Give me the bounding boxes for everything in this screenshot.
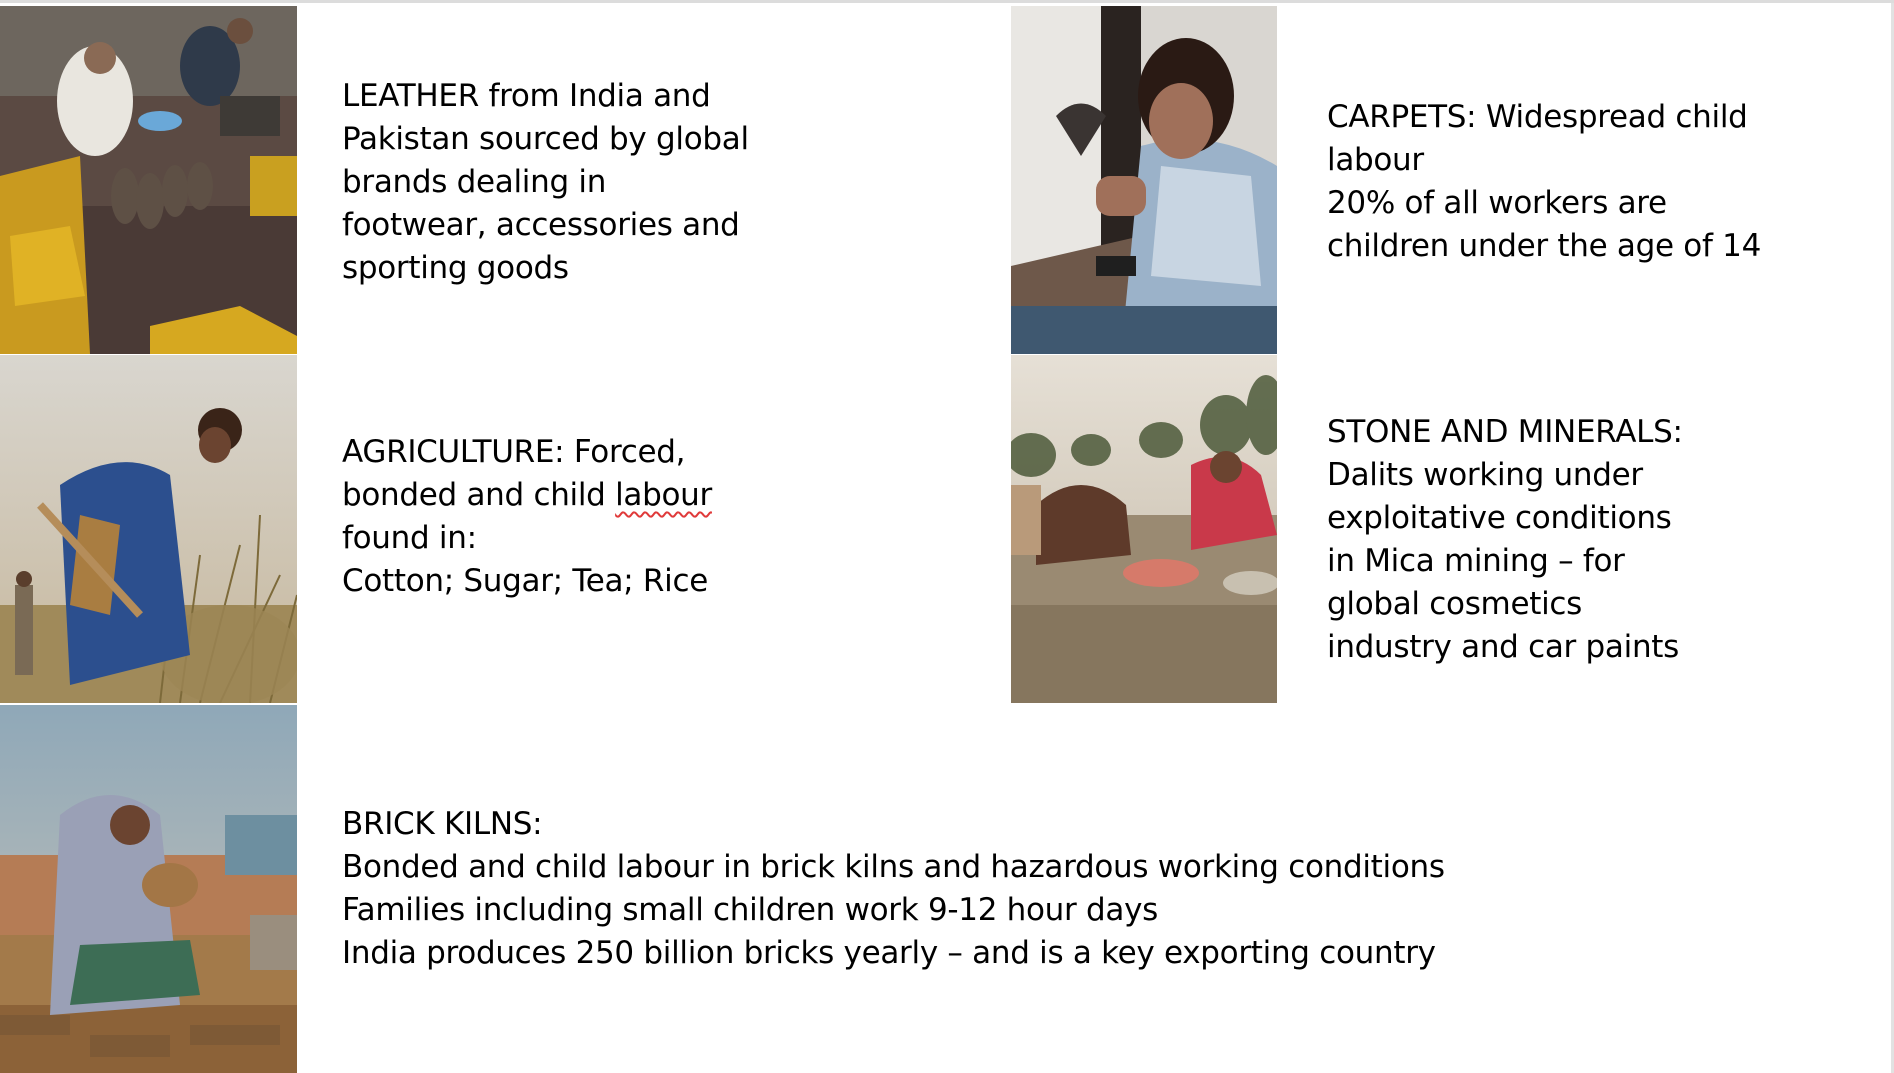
leather-line: footwear, accessories and bbox=[342, 207, 740, 243]
carpets-line: labour bbox=[1327, 142, 1424, 178]
stone-minerals-description bbox=[1327, 411, 1683, 669]
stone-line: in Mica mining – for bbox=[1327, 543, 1625, 579]
brick-line: Bonded and child labour in brick kilns and hazardous working conditions bbox=[342, 849, 1445, 885]
agriculture-line: Cotton; Sugar; Tea; Rice bbox=[342, 563, 708, 599]
leather-description bbox=[342, 75, 749, 290]
agriculture-line-text: bonded and child bbox=[342, 477, 616, 513]
carpets-line: CARPETS: Widespread child bbox=[1327, 99, 1748, 135]
stone-line: industry and car paints bbox=[1327, 629, 1679, 665]
brick-line: BRICK KILNS: bbox=[342, 806, 543, 842]
agriculture-line: found in: bbox=[342, 520, 477, 556]
agriculture-line: AGRICULTURE: Forced, bbox=[342, 434, 686, 470]
agriculture-child-photo bbox=[0, 355, 297, 703]
brick-kiln-photo bbox=[0, 705, 297, 1073]
carpets-line: 20% of all workers are bbox=[1327, 185, 1667, 221]
stone-line: STONE AND MINERALS: bbox=[1327, 414, 1683, 450]
leather-line: brands dealing in bbox=[342, 164, 607, 200]
brick-kilns-description bbox=[342, 803, 1445, 975]
stone-photo-art bbox=[1011, 355, 1277, 703]
carpet-weaving-girl-photo bbox=[1011, 6, 1277, 354]
leather-workers-photo bbox=[0, 6, 297, 354]
carpets-description bbox=[1327, 96, 1761, 268]
carpets-line: children under the age of 14 bbox=[1327, 228, 1761, 264]
brick-line: Families including small children work 9-12 hour days bbox=[342, 892, 1158, 928]
agriculture-photo-art bbox=[0, 355, 297, 703]
leather-line: LEATHER from India and bbox=[342, 78, 711, 114]
brick-photo-art bbox=[0, 705, 297, 1073]
spellcheck-flagged-word[interactable]: labour bbox=[615, 477, 712, 513]
mica-mining-photo bbox=[1011, 355, 1277, 703]
stone-line: global cosmetics bbox=[1327, 586, 1582, 622]
stone-line: Dalits working under bbox=[1327, 457, 1643, 493]
leather-line: Pakistan sourced by global bbox=[342, 121, 749, 157]
stone-line: exploitative conditions bbox=[1327, 500, 1672, 536]
carpet-photo-art bbox=[1011, 6, 1277, 354]
agriculture-description bbox=[342, 431, 712, 603]
leather-photo-art bbox=[0, 6, 297, 354]
leather-line: sporting goods bbox=[342, 250, 569, 286]
agriculture-line bbox=[342, 474, 712, 517]
brick-line: India produces 250 billion bricks yearly – and is a key exporting country bbox=[342, 935, 1436, 971]
